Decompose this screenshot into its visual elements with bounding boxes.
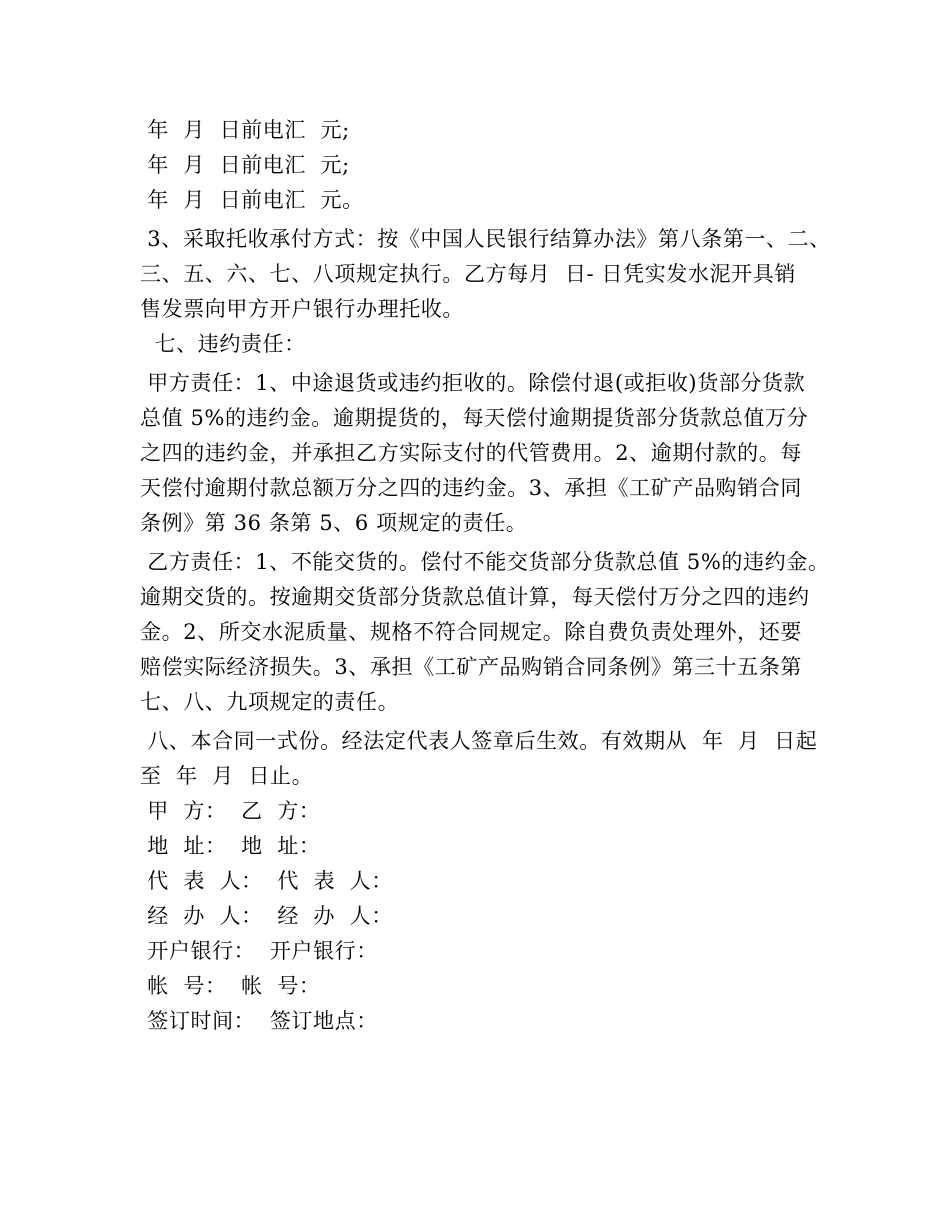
section-heading-liability: 七、违约责任： [140,332,306,356]
party-a-liability-line-2: 总值 5%的违约金。逾期提货的，每天偿付逾期提货部分货款总值万分 [140,406,809,430]
signature-time-place-row: 签订时间： 签订地点： [140,1009,378,1033]
collection-clause-line-2: 三、五、六、七、八项规定执行。乙方每月 日- 日凭实发水泥开具销 [140,262,796,286]
signature-address-row: 地 址： 地 址： [140,834,321,858]
payment-line-2: 年 月 日前电汇 元; [140,153,350,177]
payment-line-3: 年 月 日前电汇 元。 [140,188,364,212]
signature-party-row: 甲 方： 乙 方： [140,799,321,823]
party-a-liability-line-4: 天偿付逾期付款总额万分之四的违约金。3、承担《工矿产品购销合同 [140,476,802,500]
signature-account-row: 帐 号： 帐 号： [140,974,321,998]
party-b-liability-line-3: 金。2、所交水泥质量、规格不符合同规定。除自费负责处理外，还要 [140,620,802,644]
collection-clause-line-1: 3、采取托收承付方式：按《中国人民银行结算办法》第八条第一、二、 [140,227,831,251]
party-b-liability-line-4: 赔偿实际经济损失。3、承担《工矿产品购销合同条例》第三十五条第 [140,655,802,679]
party-a-liability-line-1: 甲方责任：1、中途退货或违约拒收的。除偿付退(或拒收)货部分货款 [140,371,806,395]
party-b-liability-line-5: 七、八、九项规定的责任。 [140,690,400,714]
signature-representative-row: 代 表 人： 代 表 人： [140,869,393,893]
signature-handler-row: 经 办 人： 经 办 人： [140,904,393,928]
payment-line-1: 年 月 日前电汇 元; [140,118,350,142]
party-a-liability-line-5: 条例》第 36 条第 5、6 项规定的责任。 [140,511,528,535]
collection-clause-line-3: 售发票向甲方开户银行办理托收。 [140,297,464,321]
validity-clause-line-2: 至 年 月 日止。 [140,764,314,788]
party-a-liability-line-3: 之四的违约金，并承担乙方实际支付的代管费用。2、逾期付款的。每 [140,441,802,465]
validity-clause-line-1: 八、本合同一式份。经法定代表人签章后生效。有效期从 年 月 日起 [140,729,818,753]
party-b-liability-line-2: 逾期交货的。按逾期交货部分货款总值计算，每天偿付万分之四的违约 [140,585,810,609]
signature-bank-row: 开户银行： 开户银行： [140,939,378,963]
party-b-liability-line-1: 乙方责任：1、不能交货的。偿付不能交货部分货款总值 5%的违约金。 [140,550,830,574]
